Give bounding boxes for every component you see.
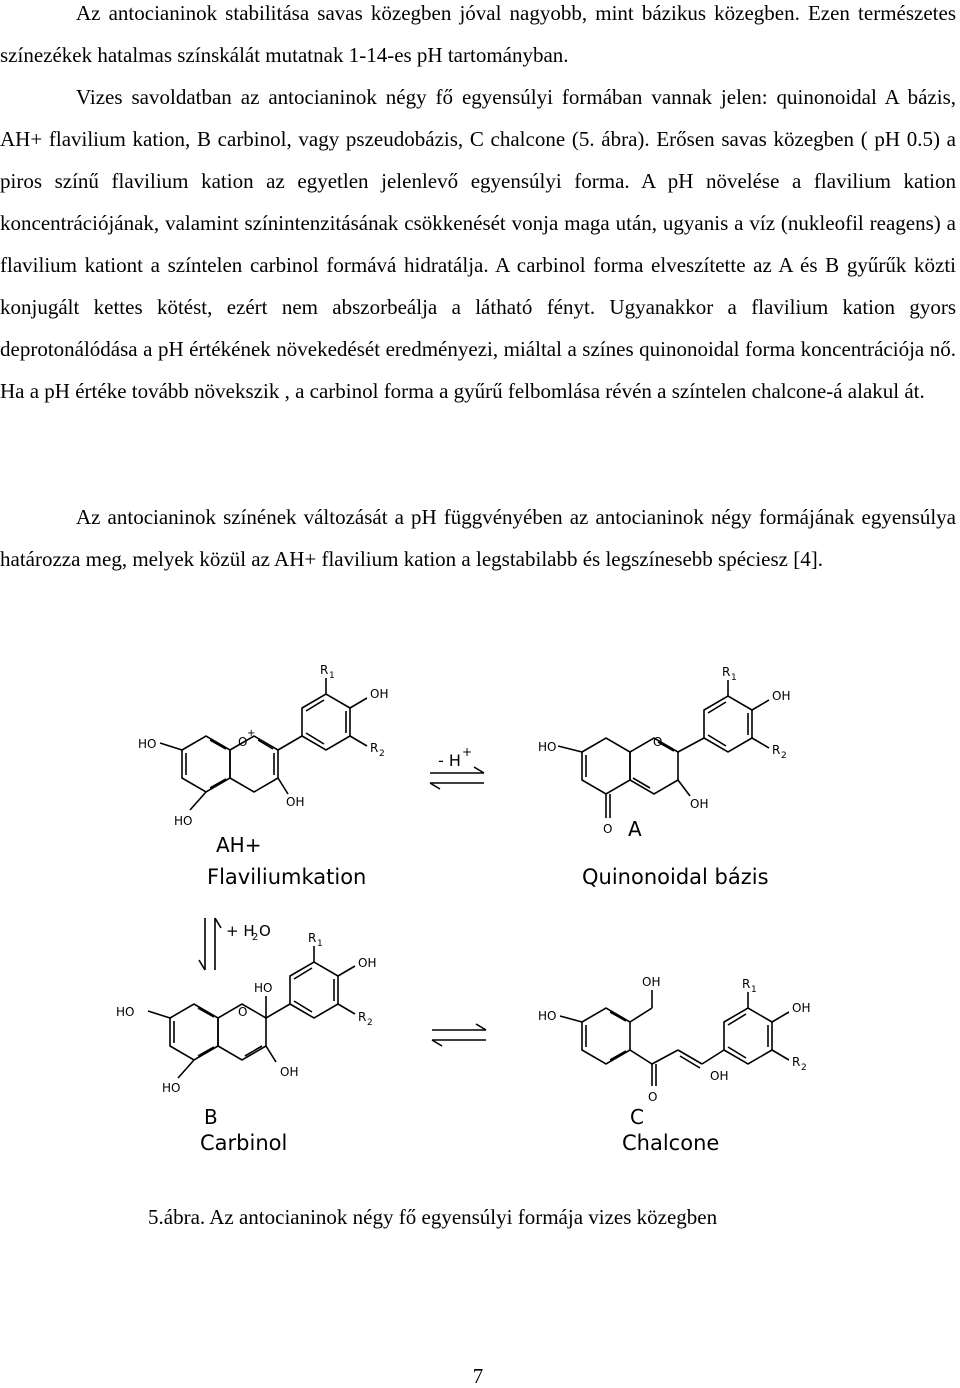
figure-caption: 5.ábra. Az antocianinok négy fő egyensúlyi formája vizes közegben (148, 1205, 718, 1229)
atom-label: 1 (751, 985, 757, 995)
atom-label: HO (538, 740, 557, 754)
chalcone-structure (560, 990, 789, 1086)
atom-label: OH (286, 795, 305, 809)
atom-label: O (603, 822, 613, 836)
atom-label: R (370, 741, 379, 755)
molecule-name: Chalcone (622, 1131, 720, 1155)
atom-label: OH (358, 956, 377, 970)
carbinol-structure (148, 946, 355, 1078)
atom-label: 1 (731, 673, 737, 683)
atom-label: OH (792, 1001, 811, 1015)
atom-label: OH (690, 797, 709, 811)
molecule-name: Quinonoidal bázis (582, 865, 769, 889)
atom-label: 2 (379, 749, 385, 759)
deprotonation-label-sup: + (462, 745, 473, 759)
atom-label: OH (642, 975, 661, 989)
atom-label: R (792, 1055, 801, 1069)
atom-label: HO (174, 814, 193, 828)
atom-label: O (653, 735, 663, 749)
charge-label: + (247, 728, 256, 739)
atom-label: O (238, 1005, 248, 1019)
paragraph-3: Az antocianinok színének változását a pH függvényében az antocianinok négy formájának egyensúlya határozza meg, melyek közül az AH+ flavilium kation a legstabilabb és legszínesebb spéciesz [4]. (0, 505, 956, 571)
atom-label: OH (370, 687, 389, 701)
hydration-label-sub: 2 (252, 932, 259, 943)
paragraph-2: Vizes savoldatban az antocianinok négy fő egyensúlyi formában vannak jelen: quinonoidal A bázis, AH+ flavilium kation, B carbinol, vagy pszeudobázis, C chalcone (5. ábra). Erősen savas közegben ( pH 0.5) a piros színű flavilium kation az egyetlen jelenlevő egyensúlyi forma. A pH növelése a flavilium kation koncentrációjának, valamint színintenzitásának csökkenését vonja maga után, ugyanis a víz (nukleofil reagens) a flavilium kationt a színtelen carbinol formává hidratálja. A carbinol forma elveszítette az A és B gyűrűk közti konjugált kettes kötést, ezért nem abszorbeálja a látható fényt. Ugyanakkor a flavilium kation gyors deprotonálódása a pH értékének növekedését eredményezi, miáltal a színes quinonoidal forma koncentrációja nő. Ha a pH értéke tovább növekszik , a carbinol forma a gyűrű felbomlása révén a színtelen chalcone-á alakul át. (0, 85, 956, 403)
atom-label: HO (162, 1081, 181, 1095)
atom-label: 1 (329, 671, 335, 681)
chalcone-equilibrium-arrows (432, 1024, 486, 1046)
atom-label: OH (710, 1069, 729, 1083)
atom-label: OH (280, 1065, 299, 1079)
atom-label: O (238, 735, 248, 749)
atom-label: R (308, 931, 317, 945)
chemical-structures-diagram (112, 640, 852, 1185)
atom-label: R (320, 663, 329, 677)
hydration-label: + H (226, 922, 255, 940)
molecule-name: Flaviliumkation (207, 865, 367, 889)
atom-label: HO (538, 1009, 557, 1023)
molecule-name: Carbinol (200, 1131, 288, 1155)
atom-label: HO (138, 737, 157, 751)
molecule-letter: A (628, 817, 642, 841)
atom-label: R (358, 1010, 367, 1024)
atom-label: R (742, 977, 751, 991)
hydration-label-tail: O (259, 922, 271, 940)
flavilium-cation-structure (160, 678, 367, 810)
deprotonation-equilibrium-arrows (430, 767, 484, 789)
deprotonation-label: - H (438, 751, 461, 770)
atom-label: HO (116, 1005, 135, 1019)
hydration-equilibrium-arrows (199, 918, 221, 970)
quinonoidal-base-structure (558, 680, 769, 818)
atom-label: 2 (801, 1063, 807, 1073)
atom-label: R (722, 665, 731, 679)
atom-label: OH (772, 689, 791, 703)
atom-label: 2 (367, 1018, 373, 1028)
paragraph-1: Az antocianinok stabilitása savas közegben jóval nagyobb, mint bázikus közegben. Ezen természetes színezékek hatalmas színskálát mutatnak 1-14-es pH tartományban. (0, 1, 956, 67)
equilibrium-figure (112, 640, 852, 1185)
molecule-letter: AH+ (216, 833, 262, 857)
molecule-letter: B (204, 1105, 218, 1129)
page-number: 7 (472, 1364, 484, 1388)
atom-label: HO (254, 981, 273, 995)
atom-label: O (648, 1090, 658, 1104)
atom-label: 2 (781, 751, 787, 761)
atom-label: 1 (317, 939, 323, 949)
molecule-letter: C (630, 1105, 644, 1129)
atom-label: R (772, 743, 781, 757)
